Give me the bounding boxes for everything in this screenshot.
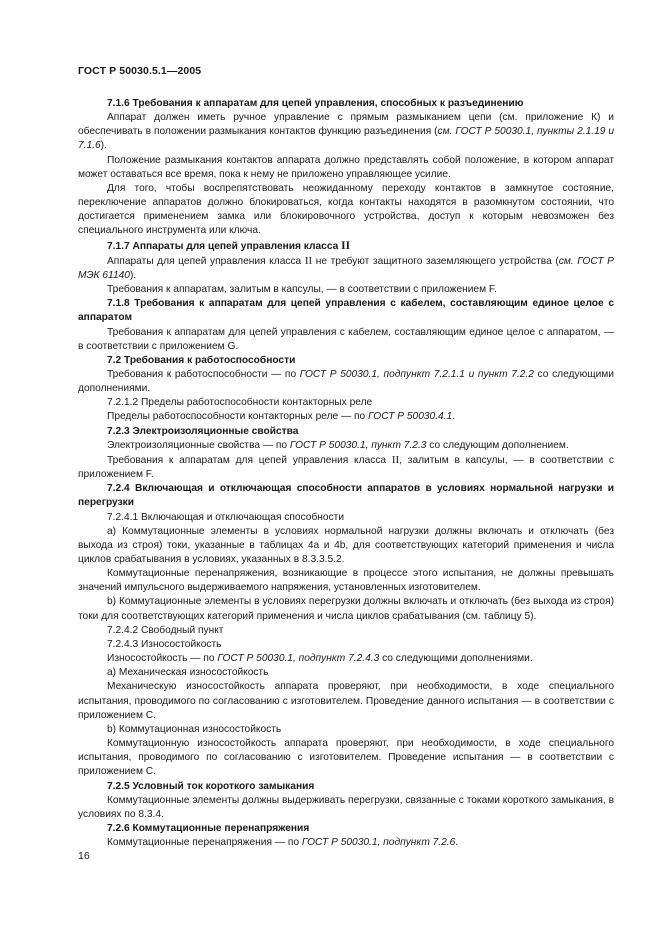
standard-reference: ГОСТ Р 50030.1, подпункт 7.2.4.3 [217, 653, 380, 665]
text: Коммутационные перенапряжения — по [107, 837, 302, 849]
text: Пределы работоспособности контакторных реле — по [107, 411, 369, 423]
paragraph [78, 439, 614, 453]
text: Требования к работоспособности — по [107, 368, 300, 380]
standard-reference: ГОСТ Р 50030.1, пункт 7.2.3 [289, 439, 427, 451]
text: ). [100, 140, 107, 152]
text: Требования к аппаратам для цепей управления класса [107, 454, 387, 466]
text: Электроизоляционные свойства — по [107, 439, 290, 451]
text: ). [129, 269, 137, 281]
roman-numeral: II [304, 254, 313, 267]
text: не требуют защитного заземляющего устройства ( [315, 255, 559, 267]
paragraph [78, 410, 614, 424]
paragraph: Коммутационные элементы должны выдерживать перегрузки, связанные с токами короткого замыкания, в условиях по 8.3.4. [78, 794, 614, 820]
page-number: 16 [78, 850, 90, 862]
text: . [452, 411, 456, 423]
heading-7-2-4-2: 7.2.4.2 Свободный пункт [107, 624, 224, 636]
heading-text: 7.1.7 Аппараты для цепей управления класса [107, 240, 339, 252]
paragraph [78, 111, 614, 153]
paragraph: Коммутационные перенапряжения, возникающие в процессе этого испытания, не должны превышать значений импульсного выдерживаемого напряжения, установленных изготовителем. [78, 568, 614, 594]
heading-7-1-7 [78, 239, 614, 254]
text: , залитым в капсулы, — в соответствии с приложением F. [78, 454, 614, 481]
text: со следующим дополнением. [426, 439, 569, 451]
paragraph: Требования к аппаратам для цепей управления с кабелем, составляющим единое целое с аппаратом, — в соответствии с приложением G. [78, 326, 614, 352]
paragraph [78, 368, 614, 396]
heading-7-2: 7.2 Требования к работоспособности [107, 354, 296, 366]
text: со следующими дополнениями. [78, 368, 614, 395]
heading-7-2-3: 7.2.3 Электроизоляционные свойства [107, 425, 299, 437]
heading-7-2-4: 7.2.4 Включающая и отключающая способности аппаратов в условиях нормальной нагрузки и перегрузки [78, 483, 614, 509]
roman-numeral: II [391, 453, 400, 466]
page-body [78, 97, 614, 850]
standard-reference: см. ГОСТ Р МЭК 61140 [78, 255, 614, 281]
paragraph: Положение размыкания контактов аппарата должно представлять собой положение, в котором аппарат может оставаться все время, пока к нему не приложено управляющее усилие. [78, 154, 614, 180]
text: Аппараты для цепей управления класса [107, 255, 302, 267]
text: Аппарат должен иметь ручное управление с прямым размыканием цепи (см. приложение К) и обеспечивать в положении размыкания контактов функцию разъединения ( [78, 112, 614, 138]
paragraph: Требования к аппаратам, залитым в капсулы, — в соответствии с приложением F. [107, 284, 497, 296]
paragraph: Механическую износостойкость аппарата проверяют, при необходимости, в ходе специального испытания, проводимого по согласованию с изготовителем. Проведение данного испытания — в соответствии с приложением С. [78, 681, 614, 721]
paragraph: Коммутационную износостойкость аппарата проверяют, при необходимости, в ходе специального испытания, проводимого по согласованию с изготовителем. Проведение испытания — в соответствии с приложением С. [78, 738, 614, 778]
list-item-b: b) Коммутационные элементы в условиях перегрузки должны включать и отключать (без выхода из строя) токи для соответствующих категорий применения и числа циклов срабатывания (см. таблицу 5). [78, 596, 614, 622]
list-item-a: а) Коммутационные элементы в условиях нормальной нагрузки должны включать и отключать (без выхода из строя) токи, указанные в таблицах 4а и 4b, для соответствующих категорий применения и числа циклов срабатывания в условиях, указанных в 8.3.3.5.2. [78, 525, 614, 565]
paragraph [78, 652, 614, 666]
text: со следующими дополнениями. [379, 653, 533, 665]
standard-reference: ГОСТ Р 50030.1, подпункт 7.2.6 [301, 837, 456, 849]
heading-7-2-4-3: 7.2.4.3 Износостойкость [107, 638, 222, 650]
paragraph [78, 836, 614, 850]
heading-7-2-4-1: 7.2.4.1 Включающая и отключающая способности [107, 511, 345, 523]
heading-7-1-6: 7.1.6 Требования к аппаратам для цепей управления, способных к разъединению [107, 98, 524, 109]
heading-7-1-8: 7.1.8 Требования к аппаратам для цепей управления с кабелем, составляющим единое целое с аппаратом [78, 298, 614, 324]
heading-7-2-1-2: 7.2.1.2 Пределы работоспособности контакторных реле [107, 397, 373, 409]
roman-numeral: II [341, 239, 351, 252]
document-header: ГОСТ Р 50030.5.1—2005 [78, 65, 202, 77]
standard-reference: ГОСТ Р 50030.1, подпункт 7.2.1.1 и пункт 7.2.2 [299, 368, 534, 380]
heading-7-2-6: 7.2.6 Коммутационные перенапряжения [107, 822, 310, 834]
standard-reference: ГОСТ Р 50030.4.1 [368, 411, 453, 423]
heading-7-2-5: 7.2.5 Условный ток короткого замыкания [107, 780, 315, 792]
text: . [455, 837, 459, 849]
paragraph [78, 453, 614, 482]
paragraph: Для того, чтобы воспрепятствовать неожиданному переходу контактов в замкнутое состояние, переключение аппаратов должно блокироваться, когда контакты находятся в разомкнутом состоянии, что достигается применением замка или блокировочного устройства, доступ к которым невозможен без специального инструмента или ключа. [78, 182, 614, 237]
list-item-a: а) Механическая износостойкость [107, 667, 269, 679]
standard-reference: см. ГОСТ Р 50030.1, пункты 2.1.19 и 7.1.6 [78, 126, 614, 152]
text: Износостойкость — по [107, 653, 218, 665]
list-item-b: b) Коммутационная износостойкость [107, 723, 282, 735]
paragraph [78, 254, 614, 283]
